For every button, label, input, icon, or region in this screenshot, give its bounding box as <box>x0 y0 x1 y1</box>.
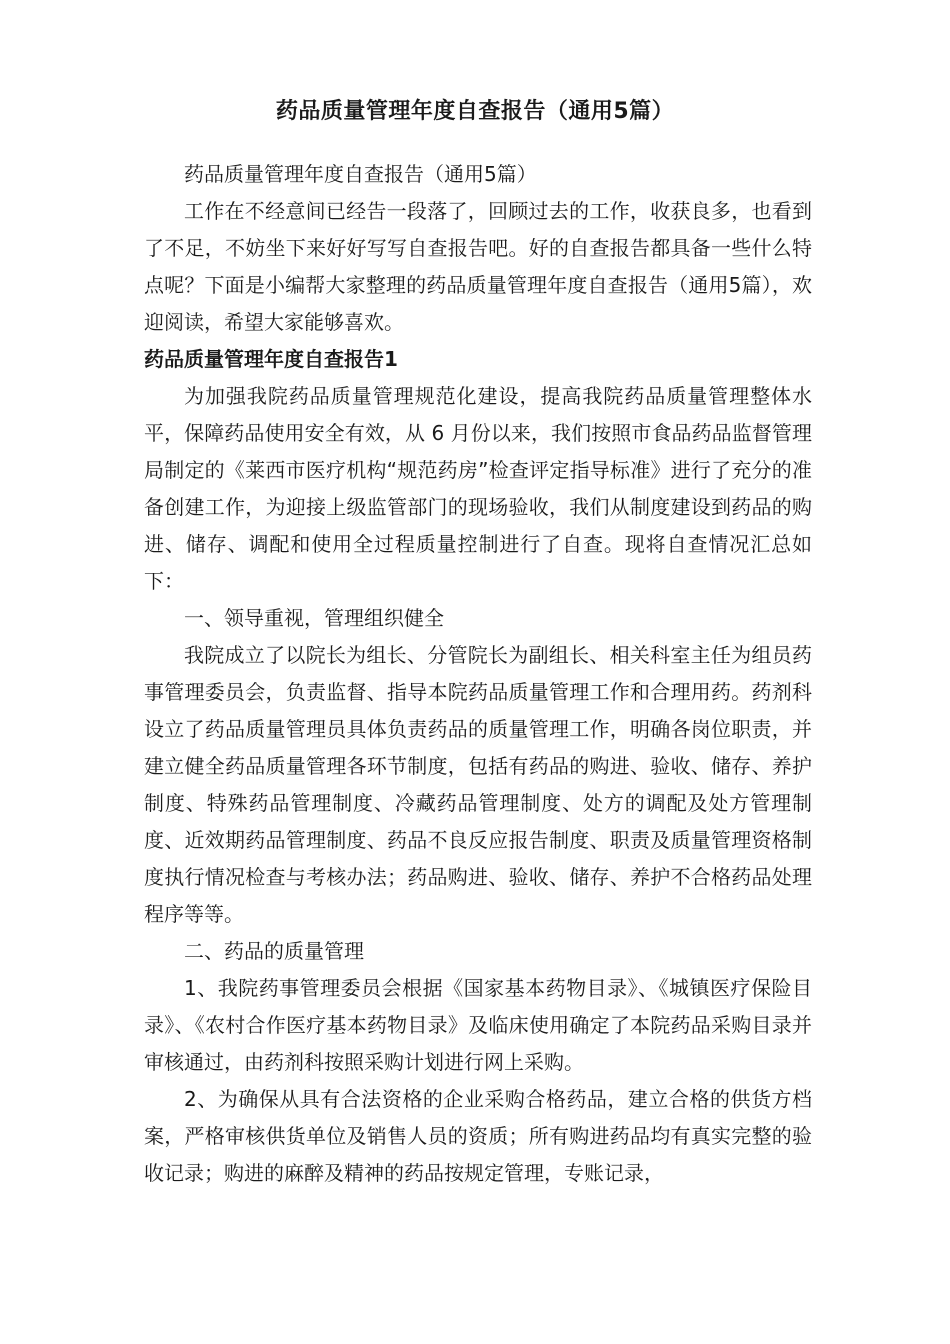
subtitle-paragraph: 药品质量管理年度自查报告（通用5篇） <box>184 162 537 186</box>
intro-paragraph: 工作在不经意间已经告一段落了，回顾过去的工作，收获良多，也看到了不足，不妨坐下来好好写写自查报告吧。好的自查报告都具备一些什么特点呢？下面是小编帮大家整理的药品质量管理年度自查报告（通用5篇），欢迎阅读，希望大家能够喜欢。 <box>144 199 812 334</box>
body-paragraph-2: 我院成立了以院长为组长、分管院长为副组长、相关科室主任为组员药事管理委员会，负责监督、指导本院药品质量管理工作和合理用药。药剂科设立了药品质量管理员具体负责药品的质量管理工作，明确各岗位职责，并建立健全药品质量管理各环节制度，包括有药品的购进、验收、储存、养护制度、特殊药品管理制度、冷藏药品管理制度、处方的调配及处方管理制度、近效期药品管理制度、药品不良反应报告制度、职责及质量管理资格制度执行情况检查与考核办法；药品购进、验收、储存、养护不合格药品处理程序等等。 <box>144 643 812 926</box>
document-title: 药品质量管理年度自查报告（通用5篇） <box>275 99 675 124</box>
body-paragraph-3: 1、我院药事管理委员会根据《国家基本药物目录》、《城镇医疗保险目录》、《农村合作医疗基本药物目录》及临床使用确定了本院药品采购目录并审核通过，由药剂科按照采购计划进行网上采购。 <box>144 976 812 1074</box>
section-heading: 药品质量管理年度自查报告1 <box>144 347 398 371</box>
body-paragraph-4: 2、为确保从具有合法资格的企业采购合格药品，建立合格的供货方档案，严格审核供货单位及销售人员的资质；所有购进药品均有真实完整的验收记录；购进的麻醉及精神的药品按规定管理，专账记录， <box>144 1087 812 1185</box>
subheading-quality: 二、药品的质量管理 <box>184 939 364 963</box>
body-paragraph-1: 为加强我院药品质量管理规范化建设，提高我院药品质量管理整体水平，保障药品使用安全有效，从 6 月份以来，我们按照市食品药品监督管理局制定的《莱西市医疗机构“规范药房”检查评定指导标准》进行了充分的准备创建工作，为迎接上级监管部门的现场验收，我们从制度建设到药品的购进、储存、调配和使用全过程质量控制进行了自查。现将自查情况汇总如下： <box>144 384 812 593</box>
subheading-leadership: 一、领导重视，管理组织健全 <box>184 606 444 630</box>
document-body <box>144 156 812 1192</box>
